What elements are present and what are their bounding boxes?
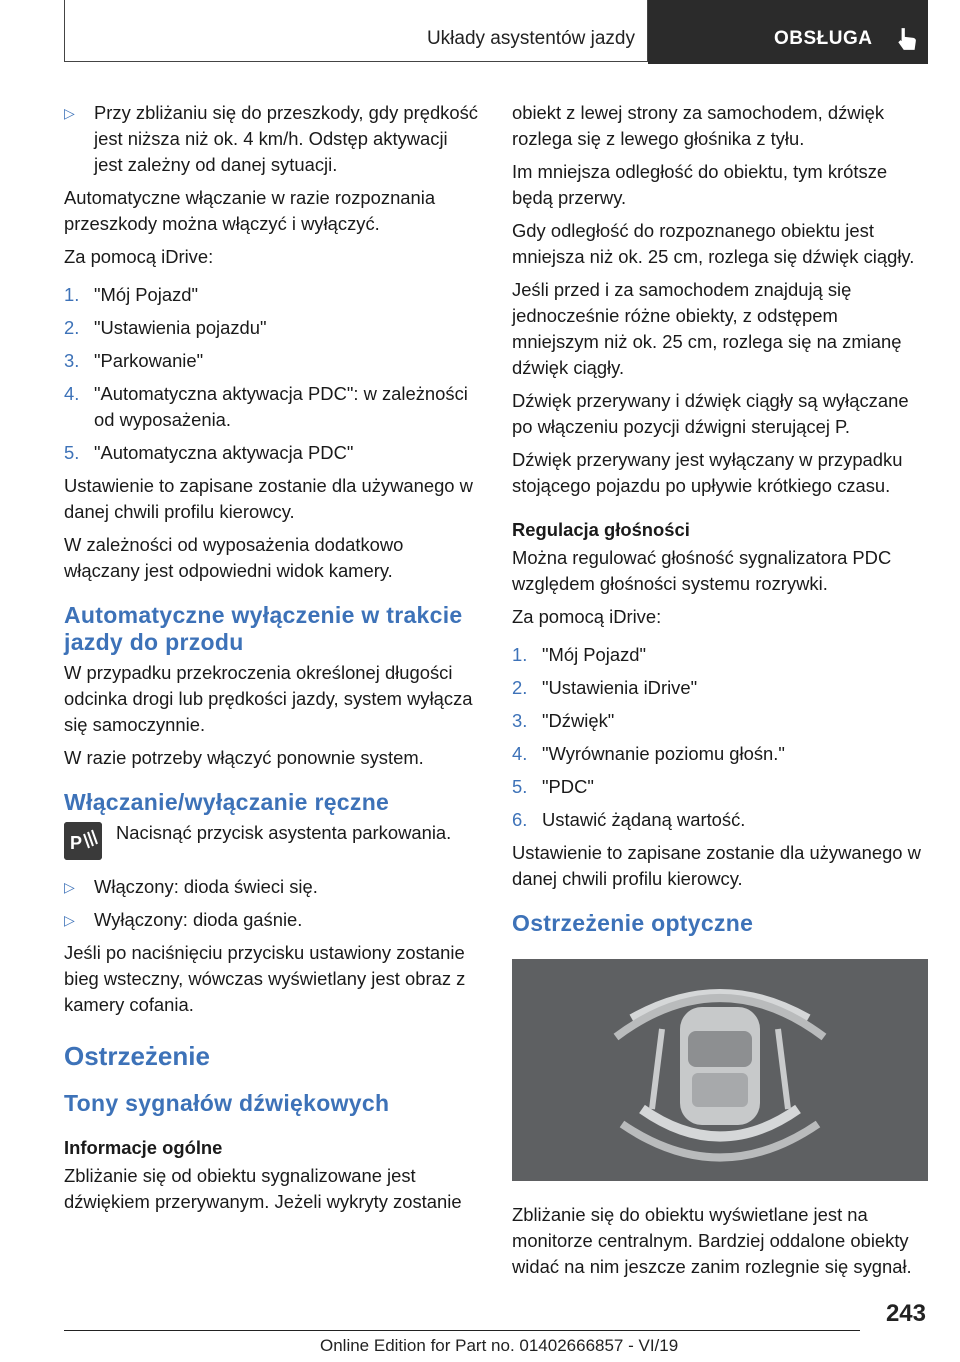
list-item	[512, 774, 928, 800]
list-item	[512, 675, 928, 701]
paragraph: W zależności od wyposażenia dodatkowo włączany jest odpowiedni widok kamery.	[64, 534, 404, 581]
paragraph: Dźwięk przerywany i dźwięk ciągły są wyłączane po włączeniu pozycji dźwigni sterującej P.	[512, 390, 909, 437]
paragraph: Zbliżanie się od obiektu sygnalizowane jest dźwiękiem przerywanym. Jeżeli wykryty zostanie	[64, 1165, 462, 1212]
list-item	[64, 315, 480, 341]
paragraph: Zbliżanie się do obiektu wyświetlane jest na monitorze centralnym. Bardziej oddalone obiekty widać na nim jeszcze zanim rozlegnie się sygnał.	[512, 1204, 912, 1277]
chapter-heading: Ostrzeżenie	[64, 1041, 210, 1071]
icon-instruction-text: Nacisnąć przycisk asystenta parkowania.	[116, 822, 452, 843]
list-item	[64, 440, 480, 466]
paragraph: Jeśli przed i za samochodem znajdują się jednocześnie różne obiekty, z odstępem mniejszym niż ok. 25 cm, rozlega się na zmianę dźwięk ciągły.	[512, 279, 902, 378]
paragraph: Ustawienie to zapisane zostanie dla używanego w danej chwili profilu kierowcy.	[512, 842, 921, 889]
section-heading: Włączanie/wyłączanie ręczne	[64, 789, 390, 815]
triangle-bullet-icon: ▷	[64, 879, 75, 895]
list-item	[64, 100, 480, 178]
paragraph: Ustawienie to zapisane zostanie dla używanego w danej chwili profilu kierowcy.	[64, 475, 473, 522]
step-number: 1.	[64, 284, 80, 305]
step-text: "Ustawienia iDrive"	[542, 677, 698, 698]
section-title: Układy asystentów jazdy	[426, 28, 635, 49]
section-heading: Ostrzeżenie optyczne	[512, 910, 754, 936]
list-item	[64, 348, 480, 374]
page-number: 243	[885, 1300, 926, 1327]
footer-divider	[64, 1330, 860, 1331]
paragraph: W przypadku przekroczenia określonej długości odcinka drogi lub prędkości jazdy, system wyłącza się samoczynnie.	[64, 662, 473, 735]
paragraph: W razie potrzeby włączyć ponownie system.	[64, 747, 424, 768]
section-tab	[64, 0, 648, 62]
bullet-text: Przy zbliżaniu się do przeszkody, gdy prędkość jest niższa niż ok. 4 km/h. Odstęp aktywacji jest zależny od danej sytuacji.	[94, 102, 478, 175]
paragraph: Automatyczne włączanie w razie rozpoznania przeszkody można włączyć i wyłączyć.	[64, 187, 436, 234]
list-item	[512, 807, 928, 833]
page-header	[64, 0, 928, 64]
step-number: 5.	[512, 776, 528, 797]
step-text: "Mój Pojazd"	[542, 644, 647, 665]
step-text: Ustawić żądaną wartość.	[542, 809, 746, 830]
step-text: "Wyrównanie poziomu głośn."	[542, 743, 785, 764]
triangle-bullet-icon: ▷	[64, 105, 75, 121]
triangle-bullet-icon: ▷	[64, 912, 75, 928]
steps-list	[64, 282, 480, 466]
list-item	[512, 708, 928, 734]
icon-instruction	[64, 820, 480, 860]
paragraph: Jeśli po naciśnięciu przycisku ustawiony zostanie bieg wsteczny, wówczas wyświetlany jest obraz z kamery cofania.	[64, 942, 466, 1015]
step-number: 4.	[64, 383, 80, 404]
list-item	[64, 282, 480, 308]
step-text: "Automatyczna aktywacja PDC": w zależności od wyposażenia.	[94, 383, 468, 430]
paragraph: Dźwięk przerywany jest wyłączany w przypadku stojącego pojazdu po upływie krótkiego czasu.	[512, 449, 903, 496]
step-text: "Dźwięk"	[542, 710, 615, 731]
list-item	[512, 642, 928, 668]
chapter-tab	[648, 0, 928, 64]
section-heading: Automatyczne wyłączenie w trakcie jazdy do przodu	[64, 602, 463, 655]
paragraph: Można regulować głośność sygnalizatora PDC względem głośności systemu rozrywki.	[512, 547, 892, 594]
step-number: 2.	[512, 677, 528, 698]
step-text: "Automatyczna aktywacja PDC"	[94, 442, 354, 463]
bullet-text: Wyłączony: dioda gaśnie.	[94, 909, 303, 930]
paragraph: Za pomocą iDrive:	[64, 246, 214, 267]
section-heading: Tony sygnałów dźwiękowych	[64, 1090, 390, 1116]
footer-edition: Online Edition for Part no. 01402666857 - VI/19	[320, 1336, 679, 1355]
bullet-text: Włączony: dioda świeci się.	[94, 876, 318, 897]
left-column	[64, 100, 480, 1222]
park-assist-button-icon	[64, 822, 102, 860]
paragraph: obiekt z lewej strony za samochodem, dźwięk rozlega się z lewego głośnika z tyłu.	[512, 102, 885, 149]
list-item	[64, 381, 480, 433]
step-text: "Parkowanie"	[94, 350, 204, 371]
steps-list	[512, 642, 928, 833]
pdc-display-image	[512, 959, 928, 1181]
step-number: 4.	[512, 743, 528, 764]
step-text: "Mój Pojazd"	[94, 284, 199, 305]
paragraph: Gdy odległość do rozpoznanego obiektu jest mniejsza niż ok. 25 cm, rozlega się dźwięk ciągły.	[512, 220, 915, 267]
step-number: 3.	[512, 710, 528, 731]
list-item	[512, 741, 928, 767]
right-column	[512, 100, 928, 1287]
paragraph: Im mniejsza odległość do obiektu, tym krótsze będą przerwy.	[512, 161, 888, 208]
chapter-title: OBSŁUGA	[774, 28, 873, 49]
subsection-heading: Informacje ogólne	[64, 1137, 223, 1158]
paragraph: Za pomocą iDrive:	[512, 606, 662, 627]
svg-text:P: P	[70, 833, 83, 853]
step-number: 2.	[64, 317, 80, 338]
subsection-heading: Regulacja głośności	[512, 519, 690, 540]
step-number: 5.	[64, 442, 80, 463]
list-item	[64, 907, 480, 933]
step-number: 3.	[64, 350, 80, 371]
hand-pointer-icon	[894, 26, 920, 52]
list-item	[64, 874, 480, 900]
step-number: 1.	[512, 644, 528, 665]
step-text: "PDC"	[542, 776, 594, 797]
step-number: 6.	[512, 809, 528, 830]
step-text: "Ustawienia pojazdu"	[94, 317, 267, 338]
